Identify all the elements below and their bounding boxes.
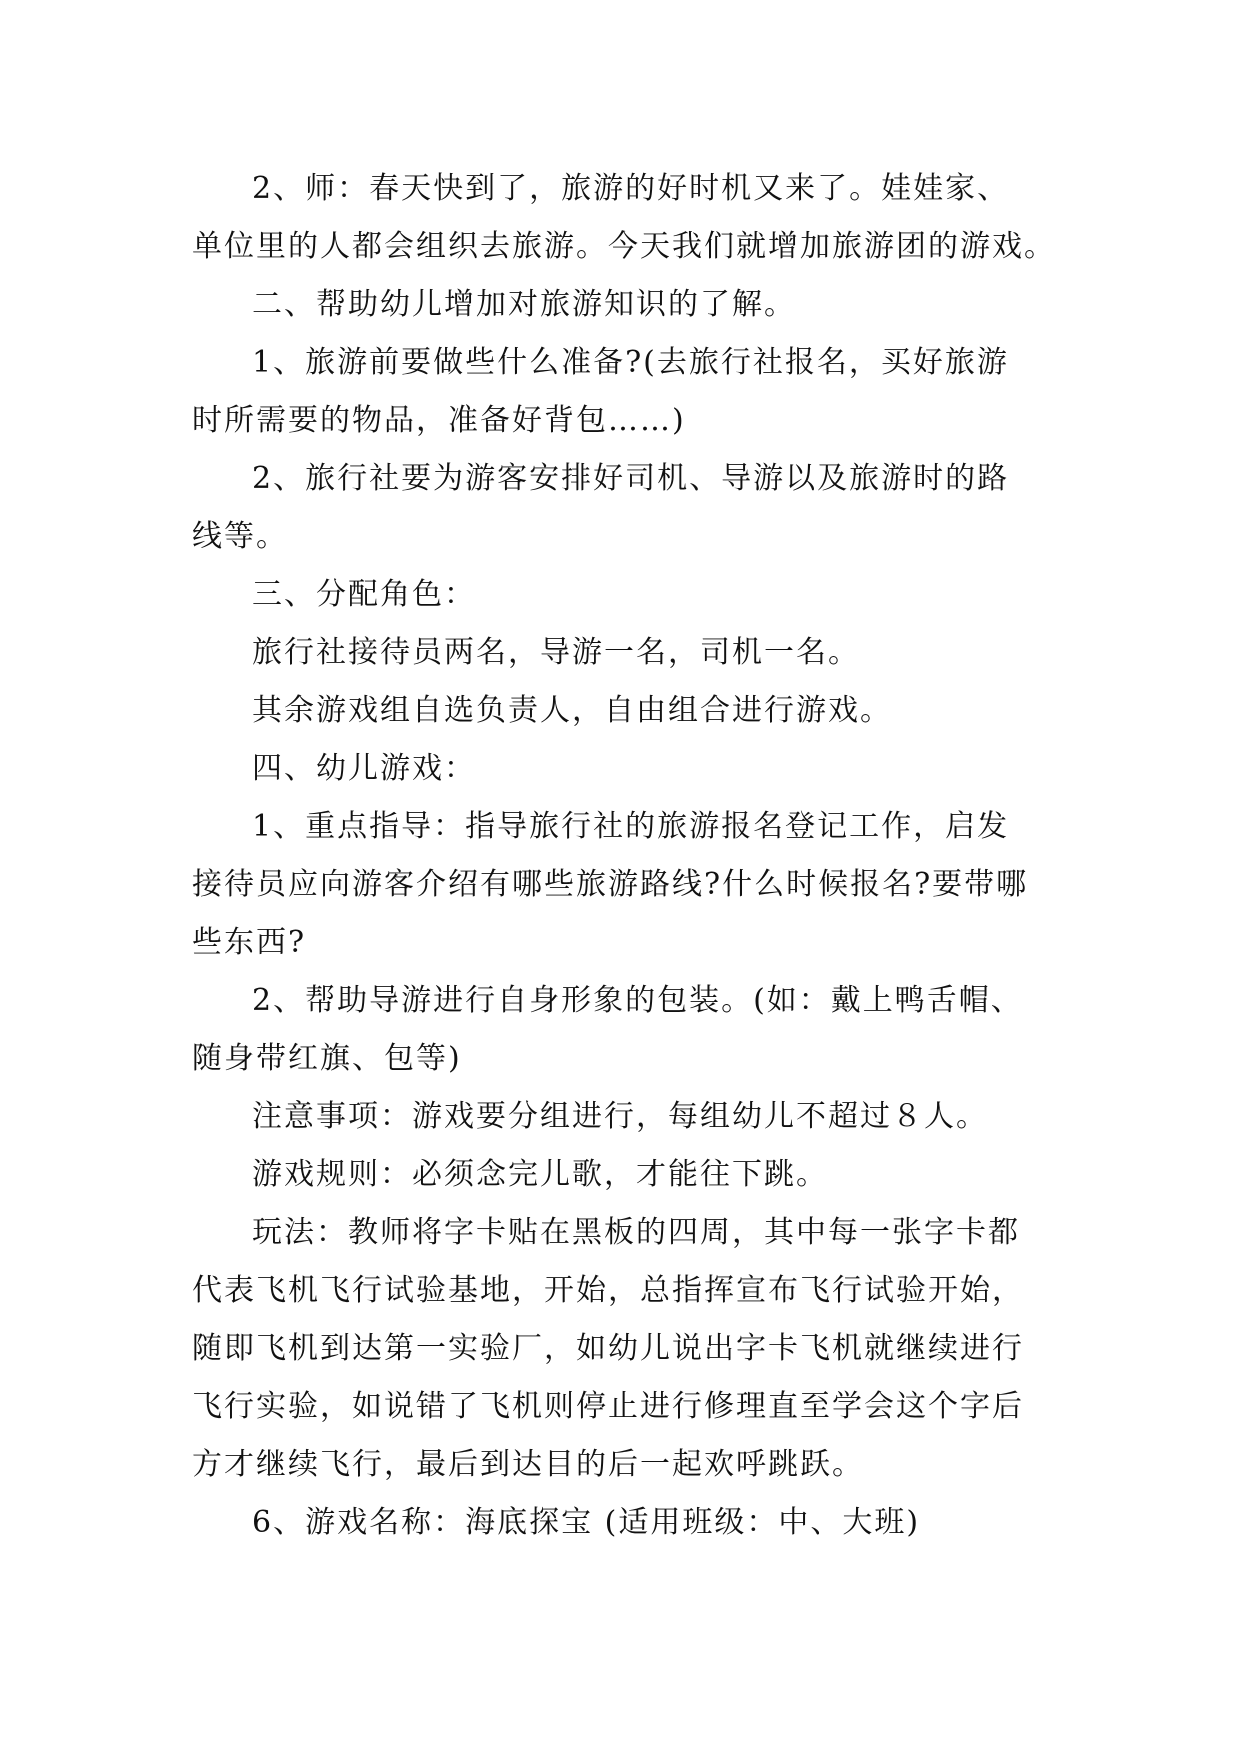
text-line: 1、重点指导：指导旅行社的旅游报名登记工作，启发 [252, 809, 1010, 844]
text-line: 游戏规则：必须念完儿歌，才能往下跳。 [252, 1157, 828, 1192]
text-line: 玩法：教师将字卡贴在黑板的四周，其中每一张字卡都 [252, 1215, 1020, 1250]
text-line: 其余游戏组自选负责人，自由组合进行游戏。 [252, 693, 892, 728]
text-line: 飞行实验，如说错了飞机则停止进行修理直至学会这个字后 [192, 1389, 1024, 1424]
text-line: 随身带红旗、包等) [192, 1041, 462, 1076]
text-line: 2、旅行社要为游客安排好司机、导游以及旅游时的路 [252, 461, 1010, 496]
text-line: 1、旅游前要做些什么准备?(去旅行社报名，买好旅游 [252, 345, 1009, 380]
text-line: 线等。 [192, 519, 288, 554]
section-heading: 三、分配角色： [252, 577, 476, 612]
text-line: 2、帮助导游进行自身形象的包装。(如：戴上鸭舌帽、 [252, 983, 1023, 1018]
text-line: 6、游戏名称：海底探宝 (适用班级：中、大班) [252, 1505, 921, 1540]
document-body [192, 160, 1092, 1552]
text-line: 代表飞机飞行试验基地，开始，总指挥宣布飞行试验开始， [192, 1273, 1024, 1308]
text-line: 单位里的人都会组织去旅游。今天我们就增加旅游团的游戏。 [192, 229, 1056, 264]
text-line: 注意事项：游戏要分组进行，每组幼儿不超过８人。 [252, 1099, 988, 1134]
text-line: 随即飞机到达第一实验厂，如幼儿说出字卡飞机就继续进行 [192, 1331, 1024, 1366]
section-heading: 四、幼儿游戏： [252, 751, 476, 786]
text-line: 接待员应向游客介绍有哪些旅游路线?什么时候报名?要带哪 [192, 867, 1029, 902]
text-line: 2、师：春天快到了，旅游的好时机又来了。娃娃家、 [252, 171, 1010, 206]
section-heading: 二、帮助幼儿增加对旅游知识的了解。 [252, 287, 796, 322]
text-line: 时所需要的物品，准备好背包……) [192, 403, 686, 438]
text-line: 旅行社接待员两名，导游一名，司机一名。 [252, 635, 860, 670]
text-line: 方才继续飞行，最后到达目的后一起欢呼跳跃。 [192, 1447, 864, 1482]
text-line: 些东西? [192, 925, 307, 960]
